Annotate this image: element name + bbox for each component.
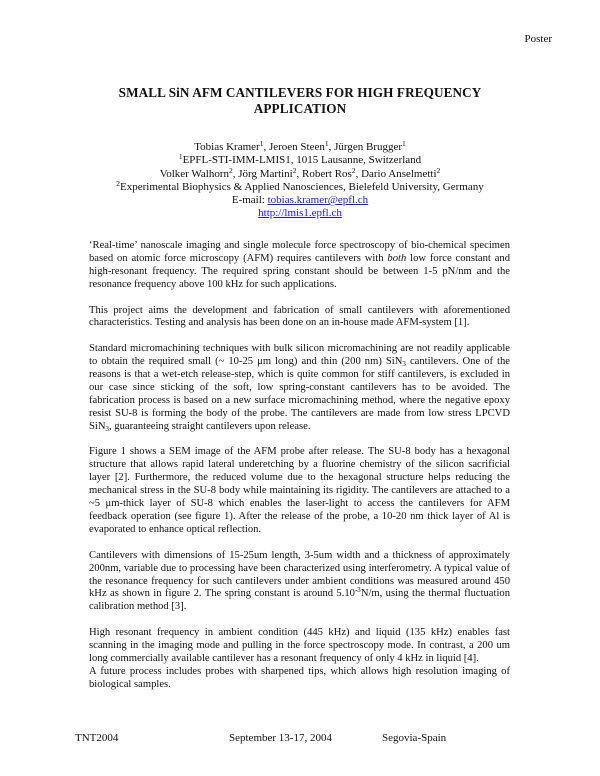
footer-location: Segovia-Spain [382,732,447,744]
text-run: Cantilevers with dimensions of 15-25um length, 3-5um width and a thickness of approximately 200nm, variable due to processing have been characterized using interferometry. A typical value of the resonance frequency for such cantilevers under ambient conditions was measured around 450 kHz as shown in figure 2. The spring constant is around 5.10 [89,549,510,600]
text-run: Standard micromachining techniques with bulk silicon micromachining are not readily applicable to obtain the required small (~ 10-25 μm long) and thin (200 nm) SiN [89,343,510,368]
text-run: cantilevers. One of the reasons is that a wet-etch release-step, which is quite common for stiff cantilevers, is excluded in our case since sticking of the soft, low spring-constant cantilevers has to be avoided. The fabrication process is based on a new surface micromachining method, where the negative epoxy resist SU-8 is forming the body of the probe. The cantilevers are made from low stress LPCVD SiN [89,356,511,432]
authors-line-1: Tobias Kramer$^1$, Jeroen Steen$^1$, Jürgen Brugger$^1$ [194,139,406,153]
paragraph-2: This project aims the development and fabrication of small cantilevers with aforementioned characteristics. Testing and analysis has been done on an in-house made AFM-system [1]. [89,304,510,329]
contact-email [60,194,540,207]
paper-title [60,85,540,117]
affiliation-marker: 2 [436,165,441,175]
text-run: low force constant and high-resonant frequency. The required spring constant should be between 1-5 pN/nm and the resonance frequency above 100 kHz for such applications. [89,252,510,290]
email-label: E-mail: [231,194,265,207]
affiliation-text: EPFL-STI-IMM-LMIS1, 1015 Lausanne, Switzerland [182,154,422,167]
author-name: Robert Ros [302,167,352,180]
author-block [60,141,540,221]
authors-line-2: Volker Walhorn$^2$, Jörg Martini$^2$, Robert Ros$^2$, Dario Anselmetti$^2$ [159,165,441,180]
affiliation-marker: 2 [229,165,233,175]
paragraph-3 [89,343,510,433]
footer-conference: TNT2004 [75,732,119,744]
text-run: N/m, using the thermal fluctuation calibration method [3]. [89,588,510,613]
affiliation-marker: 1 [178,152,183,162]
superscript: -3 [354,586,361,595]
subscript: 3 [105,424,109,433]
affiliation-marker: 1 [324,139,329,148]
author-name: Jörg Martini [238,167,293,180]
text-run: , guaranteeing straight cantilevers upon release. [109,420,311,432]
affiliation-marker: 1 [259,139,264,148]
contact-url [60,207,540,220]
author-name: Jürgen Brugger [334,141,403,153]
footer-dates: September 13-17, 2004 [229,732,332,744]
affiliation-marker: 2 [351,165,356,175]
author-name: Tobias Kramer [194,141,260,153]
author-name: Dario Anselmetti [361,167,437,180]
website-link[interactable]: http://lmis1.epfl.ch [258,207,342,220]
title-line-1: SMALL SiN AFM CANTILEVERS FOR HIGH FREQUENCY [118,85,482,100]
paragraph-6: High resonant frequency in ambient condition (445 kHz) and liquid (135 kHz) enables fast scanning in the imaging mode and pulling in the force spectroscopy mode. In contrast, a 200 um long commercially available cantilever has a resonant frequency of only 4 kHz in liquid [4]. [89,627,510,664]
paragraph-1 [89,240,510,292]
affiliation-marker: 2 [292,165,297,175]
affiliation-marker: 1 [402,139,406,148]
affiliation-1 [60,154,540,167]
affiliation-2 [60,178,540,194]
email-link[interactable]: tobias.kramer@epfl.ch [267,194,369,207]
affiliation-text: Experimental Biophysics & Applied Nanosciences, Bielefeld University, Germany [120,180,484,193]
title-line-2: APPLICATION [253,101,347,116]
author-name: Jeroen Steen [268,141,325,153]
poster-label: Poster [524,33,552,45]
body-text [89,240,510,705]
emphasis-text: both [387,252,407,264]
author-name: Volker Walhorn [159,167,229,180]
affiliation-marker: 2 [116,178,120,188]
subscript: 3 [402,360,406,369]
text-run: ‘Real-time’ nanoscale imaging and single molecule force spectroscopy of bio-chemical specimen based on atomic force microscopy (AFM) requires cantilevers with [89,240,510,264]
paragraph-7: A future process includes probes with sharpened tips, which allows high resolution imaging of biological samples. [89,665,510,690]
paragraph-5 [89,550,510,615]
paragraph-4: Figure 1 shows a SEM image of the AFM probe after release. The SU-8 body has a hexagonal structure that allows rapid lateral underetching by a fluorine chemistry of the silicon sacrificial layer [2]. Furthermore, the reduced volume due to the hexagonal structure helps reducing the mechanical stress in the SU-8 body while maintaining its rigidity. The cantilevers are attached to a ~5 μm-thick layer of SU-8 which enables the laser-light to access the cantilevers for AFM feedback operation (see figure 1). After the release of the probe, a 10-20 nm thick layer of Al is evaporated to enhance optical reflection. [89,446,510,535]
